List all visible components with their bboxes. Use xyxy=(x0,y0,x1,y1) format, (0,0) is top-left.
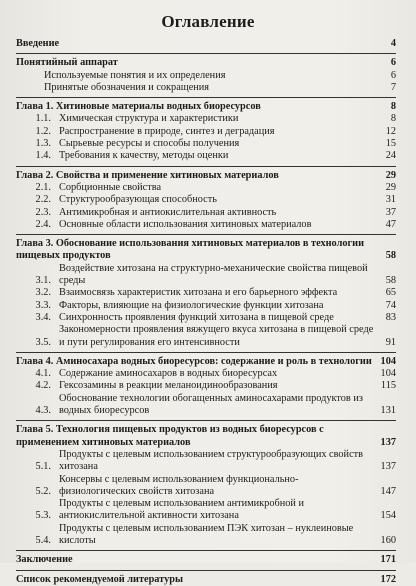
toc-page-number: 131 xyxy=(380,405,396,417)
toc-entry xyxy=(16,393,396,418)
table-of-contents xyxy=(16,38,396,586)
toc-entry-title: Глава 4. Аминосахара водных биоресурсов: содержание и роль в технологии xyxy=(16,355,372,367)
toc-entry xyxy=(16,207,396,219)
toc-page-number: 115 xyxy=(380,380,396,392)
toc-entry-title: Список рекомендуемой литературы xyxy=(16,573,184,585)
toc-entry-title: Продукты с целевым использованием антимикробной и антиокислительной активности хитозана xyxy=(59,498,304,522)
toc-page-number: 137 xyxy=(380,436,396,448)
toc-page-number: 6 xyxy=(390,57,396,69)
toc-entry-title: Требования к качеству, методы оценки xyxy=(59,150,229,162)
section-divider xyxy=(16,97,396,98)
toc-page-number: 58 xyxy=(385,250,396,262)
toc-entry-title: Глава 3. Обоснование использования хитиновых материалов в технологии пищевых продуктов xyxy=(16,238,365,262)
section-divider xyxy=(16,53,396,54)
toc-page-number: 58 xyxy=(385,275,396,287)
toc-chapter xyxy=(16,101,396,113)
toc-page-number: 24 xyxy=(385,150,396,162)
toc-entry-title: Глава 2. Свойства и применение хитиновых материалов xyxy=(16,169,279,181)
toc-entry-number: 3.2. xyxy=(35,287,51,299)
toc-entry-title: Принятые обозначения и сокращения xyxy=(44,81,210,93)
toc-entry xyxy=(16,474,396,499)
toc-page-number: 172 xyxy=(380,573,396,585)
toc-entry-number: 1.1. xyxy=(35,113,51,125)
section-divider xyxy=(16,166,396,167)
toc-entry-title: Взаимосвязь характеристик хитозана и его барьерного эффекта xyxy=(59,287,338,299)
section-divider xyxy=(16,234,396,235)
toc-entry-title: Структурообразующая способность xyxy=(59,194,217,206)
toc-entry-title: Распространение в природе, синтез и деградация xyxy=(59,125,275,137)
toc-page-number: 7 xyxy=(390,81,396,93)
toc-page-number: 65 xyxy=(385,287,396,299)
toc-page-number: 171 xyxy=(380,554,396,566)
toc-page-number: 147 xyxy=(380,485,396,497)
toc-entry xyxy=(16,287,396,299)
toc-chapter xyxy=(16,356,396,368)
toc-page-number: 160 xyxy=(380,534,396,546)
section-divider xyxy=(16,420,396,421)
toc-entry-number: 4.1. xyxy=(35,368,51,380)
toc-page-number: 83 xyxy=(385,311,396,323)
toc-entry-title: Глава 5. Технология пищевых продуктов из водных биоресурсов с применением хитиновых материалов xyxy=(16,424,324,448)
toc-entry-title: Сорбционные свойства xyxy=(59,181,162,193)
toc-entry xyxy=(16,312,396,324)
toc-entry-title: Синхронность проявления функций хитозана в пищевой среде xyxy=(59,311,334,323)
toc-page-number: 8 xyxy=(390,113,396,125)
toc-entry-title: Продукты с целевым использованием структурообразующих свойств хитозана xyxy=(59,448,364,473)
toc-entry-number: 5.1. xyxy=(35,461,51,473)
toc-entry-number: 1.3. xyxy=(35,138,51,150)
toc-page-number: 104 xyxy=(380,368,396,380)
toc-chapter xyxy=(16,170,396,182)
toc-entry-title: Основные области использования хитиновых материалов xyxy=(59,218,312,230)
toc-entry-number: 1.4. xyxy=(35,150,51,162)
toc-entry-title: Продукты с целевым использованием ПЭК хитозан – нуклеиновые кислоты xyxy=(59,522,354,546)
toc-page-number: 8 xyxy=(390,101,396,113)
toc-entry-number: 3.3. xyxy=(35,299,51,311)
toc-entry-title: Сырьевые ресурсы и способы получения xyxy=(59,138,240,150)
toc-entry-title: Глава 1. Хитиновые материалы водных биоресурсов xyxy=(16,101,261,113)
toc-entry xyxy=(16,126,396,138)
toc-entry-number: 1.2. xyxy=(35,125,51,137)
toc-entry-number: 2.1. xyxy=(35,181,51,193)
toc-page-number: 154 xyxy=(380,510,396,522)
toc-page-number: 37 xyxy=(385,206,396,218)
toc-entry-title: Химическая структура и характеристики xyxy=(59,113,239,125)
toc-entry-number: 4.3. xyxy=(35,405,51,417)
toc-entry-number: 3.5. xyxy=(35,336,51,348)
toc-page-number: 137 xyxy=(380,461,396,473)
toc-chapter xyxy=(16,554,396,566)
section-divider xyxy=(16,570,396,571)
toc-entry xyxy=(16,368,396,380)
toc-entry xyxy=(16,449,396,474)
toc-page-number: 4 xyxy=(390,38,396,49)
toc-entry xyxy=(16,150,396,162)
toc-page-number: 74 xyxy=(385,299,396,311)
toc-entry xyxy=(16,138,396,150)
toc-entry-title: Заключение xyxy=(16,554,73,566)
toc-page-number: 104 xyxy=(380,355,396,367)
toc-entry-title: Понятийный аппарат xyxy=(16,57,118,69)
toc-page-number: 29 xyxy=(385,181,396,193)
toc-entry-number: 5.2. xyxy=(35,485,51,497)
toc-chapter xyxy=(16,38,396,50)
toc-entry xyxy=(16,523,396,548)
toc-entry xyxy=(16,498,396,523)
toc-entry-number: 3.1. xyxy=(35,275,51,287)
toc-chapter xyxy=(16,424,396,449)
toc-page-number: 31 xyxy=(385,194,396,206)
toc-entry-number: 2.2. xyxy=(35,194,51,206)
toc-entry-title: Закономерности проявления вяжущего вкуса хитозана в пищевой среде и пути регулирования его интенсивности xyxy=(59,324,374,348)
toc-page-number: 15 xyxy=(385,138,396,150)
toc-entry-title: Введение xyxy=(16,38,60,49)
toc-entry-title: Консервы с целевым использованием функционально-физиологических свойств хитозана xyxy=(59,473,299,497)
toc-entry xyxy=(16,380,396,392)
toc-page-number: 12 xyxy=(385,125,396,137)
toc-entry-title: Гексозамины в реакции меланоидинообразования xyxy=(59,380,278,392)
toc-entry xyxy=(16,70,396,82)
section-divider xyxy=(16,550,396,551)
toc-page-number: 47 xyxy=(385,218,396,230)
toc-page-number: 6 xyxy=(390,69,396,81)
toc-entry xyxy=(16,194,396,206)
toc-chapter xyxy=(16,238,396,263)
toc-entry xyxy=(16,182,396,194)
toc-page-number: 91 xyxy=(385,336,396,348)
section-divider xyxy=(16,352,396,353)
toc-entry-title: Содержание аминосахаров в водных биоресурсах xyxy=(59,368,278,380)
toc-entry xyxy=(16,113,396,125)
toc-entry-number: 5.4. xyxy=(35,534,51,546)
toc-chapter xyxy=(16,574,396,586)
toc-page-number: 29 xyxy=(385,169,396,181)
toc-chapter xyxy=(16,57,396,69)
toc-entry-title: Антимикробная и антиокислительная активность xyxy=(59,206,277,218)
toc-entry-number: 2.4. xyxy=(35,218,51,230)
toc-entry xyxy=(16,300,396,312)
toc-entry-number: 4.2. xyxy=(35,380,51,392)
toc-entry-title: Воздействие хитозана на структурно-механические свойства пищевой среды xyxy=(59,262,368,287)
toc-entry xyxy=(16,263,396,288)
page-title: Оглавление xyxy=(161,12,255,31)
toc-entry-title: Факторы, влияющие на физиологические функции хитозана xyxy=(59,299,324,311)
toc-entry xyxy=(16,219,396,231)
toc-entry-number: 3.4. xyxy=(35,311,51,323)
toc-entry-number: 2.3. xyxy=(35,206,51,218)
toc-entry xyxy=(16,82,396,94)
toc-entry xyxy=(16,324,396,349)
toc-entry-title: Используемые понятия и их определения xyxy=(44,69,226,81)
toc-entry-number: 5.3. xyxy=(35,510,51,522)
toc-entry-title: Обоснование технологии обогащенных аминосахарами продуктов из водных биоресурсов xyxy=(59,392,363,417)
